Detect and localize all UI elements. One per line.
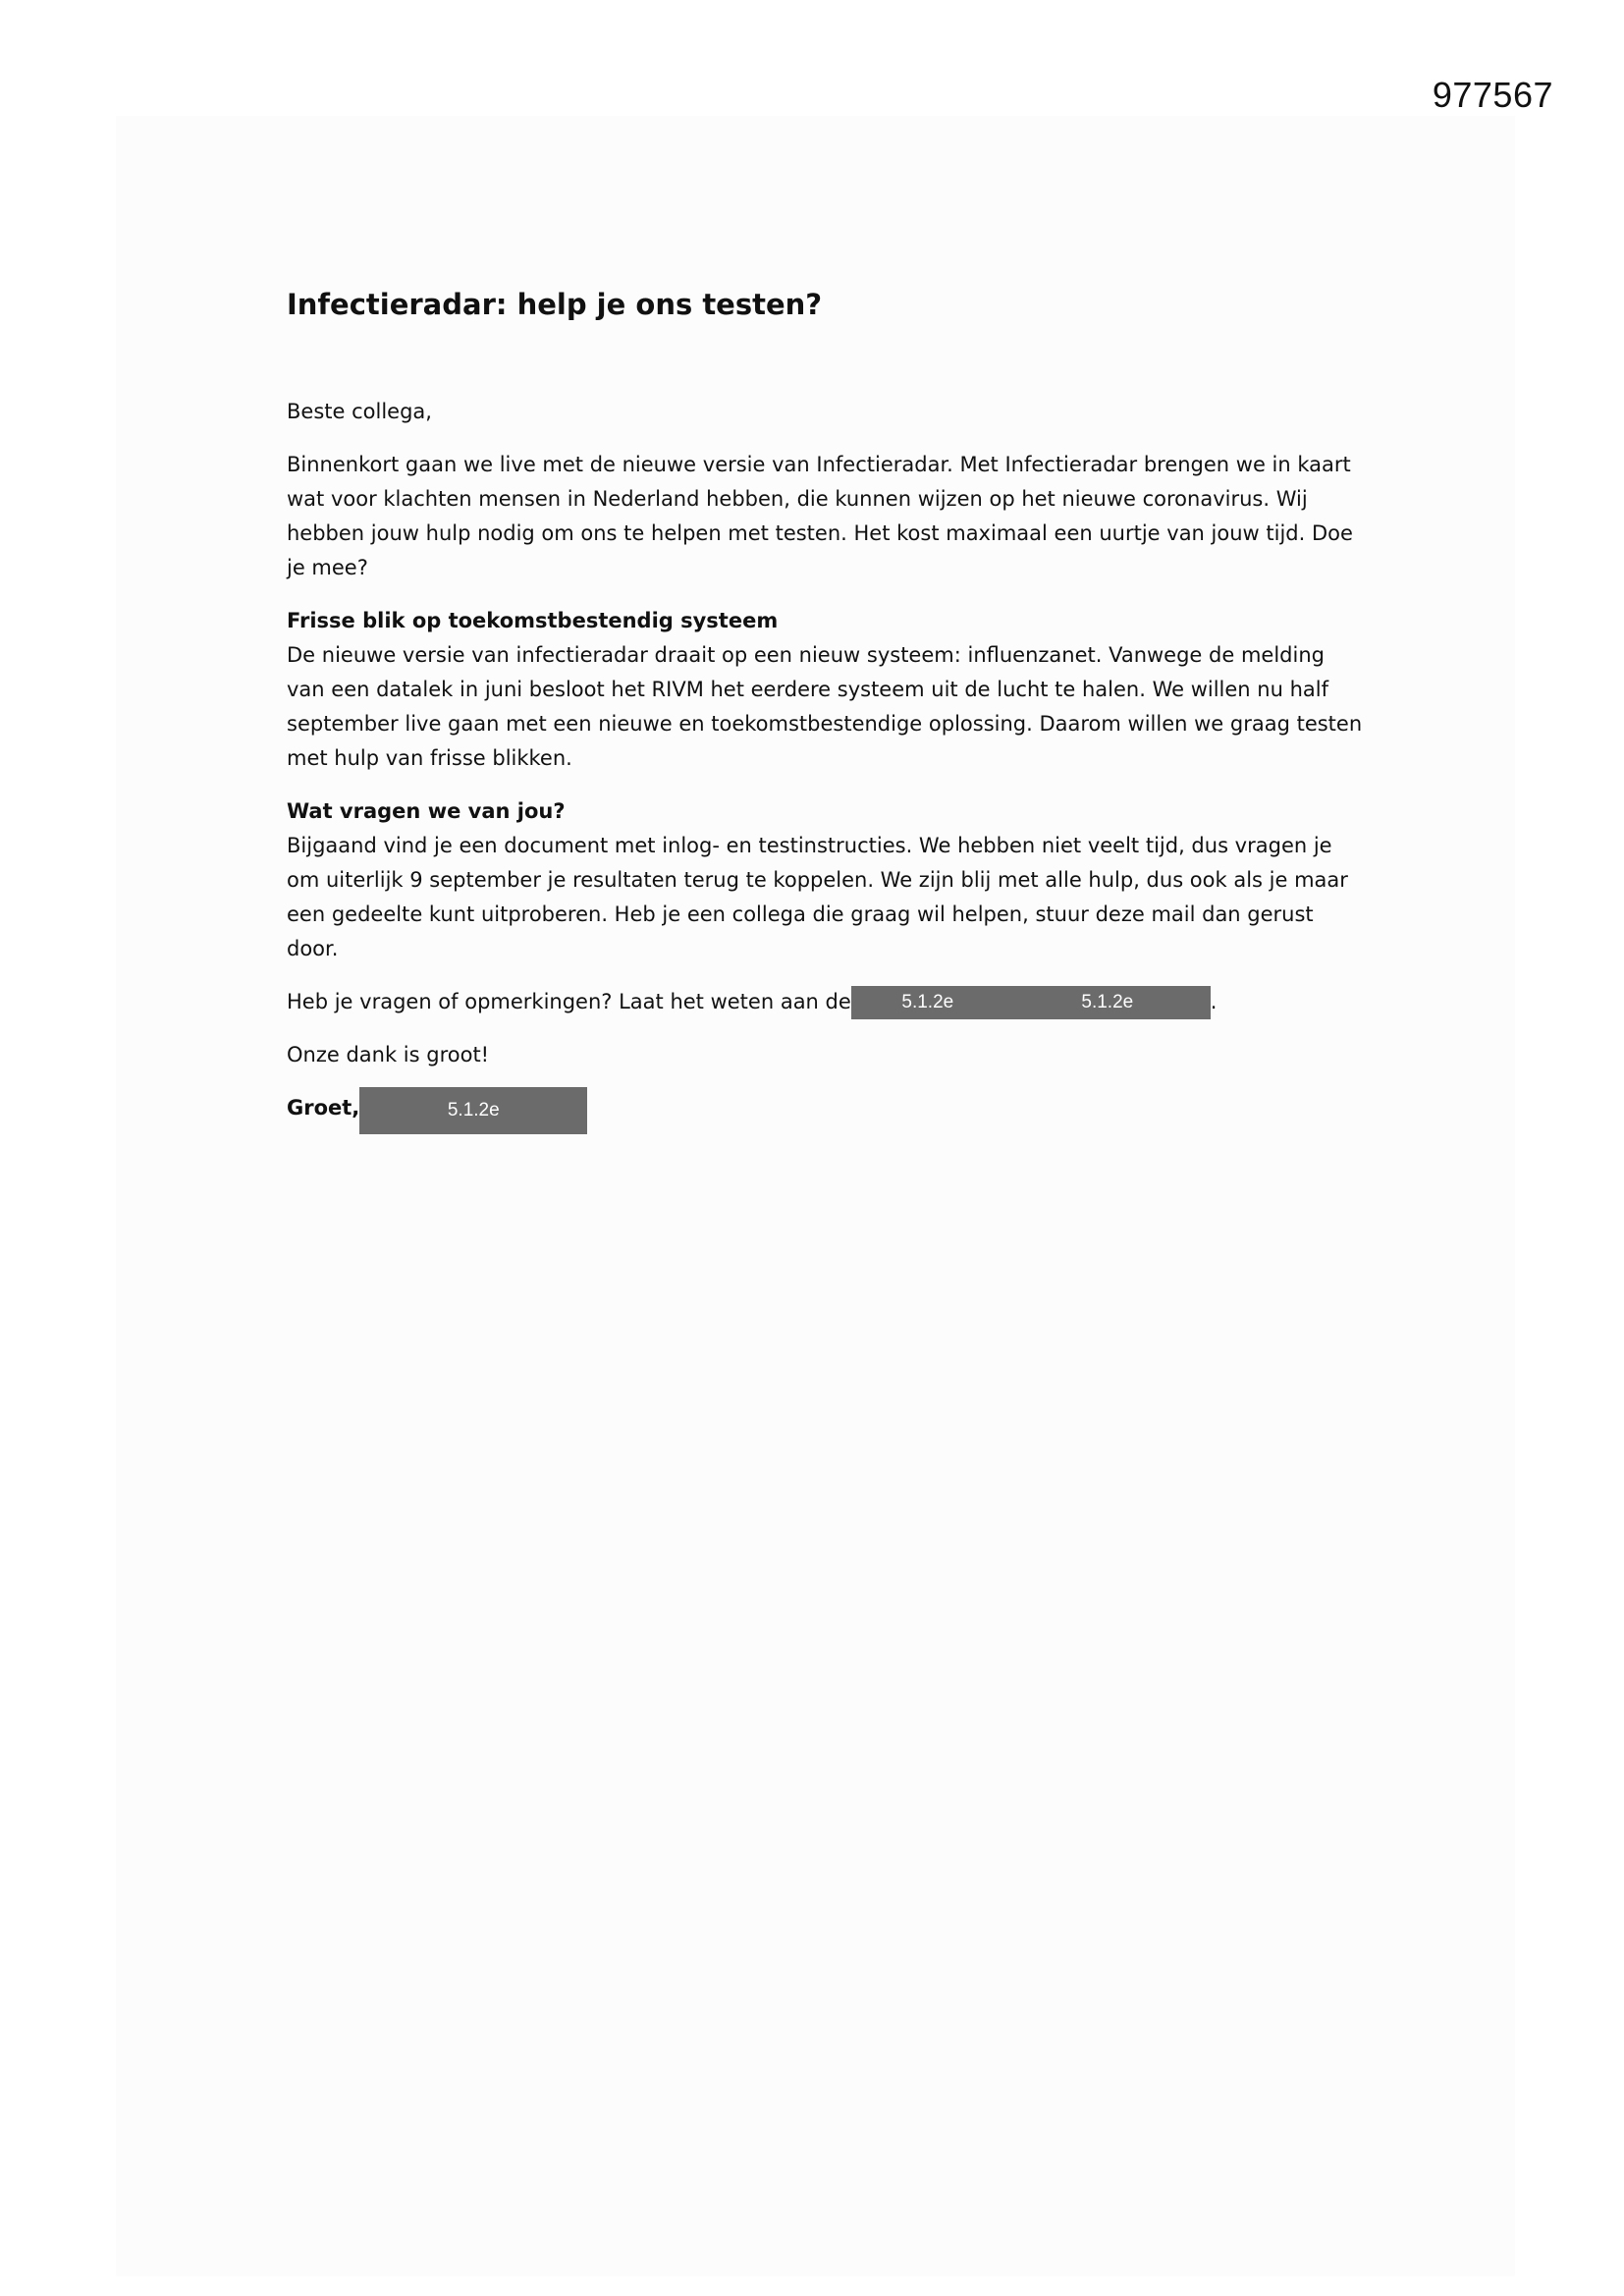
- section-frisse-blik: [287, 604, 1367, 776]
- redaction-box: 5.1.2e: [359, 1087, 587, 1134]
- questions-line: [287, 985, 1367, 1019]
- section-heading: Wat vragen we van jou?: [287, 799, 566, 823]
- section-wat-vragen: [287, 794, 1367, 966]
- document-title: Infectieradar: help je ons testen?: [287, 288, 823, 321]
- section-body: De nieuwe versie van infectieradar draait op een nieuw systeem: influenzanet. Vanwege de melding van een datalek in juni besloot het RIVM het eerdere systeem uit de lucht te halen. We willen nu half september live gaan met een nieuwe en toekomstbestendige oplossing. Daarom willen we graag testen met hulp van frisse blikken.: [287, 643, 1363, 770]
- redaction-box: 5.1.2e: [1004, 986, 1211, 1019]
- section-heading: Frisse blik op toekomstbestendig systeem: [287, 609, 779, 632]
- document-body: [287, 285, 1367, 1153]
- section-body: Bijgaand vind je een document met inlog- en testinstructies. We hebben niet veelt tijd, dus vragen je om uiterlijk 9 september je resultaten terug te koppelen. We zijn blij met alle hulp, dus ook als je maar een gedeelte kunt uitproberen. Heb je een collega die graag wil helpen, stuur deze mail dan gerust door.: [287, 834, 1348, 960]
- closing-line: [287, 1091, 1367, 1134]
- intro-paragraph: Binnenkort gaan we live met de nieuwe versie van Infectieradar. Met Infectieradar brengen we in kaart wat voor klachten mensen in Nederland hebben, die kunnen wijzen op het nieuwe coronavirus. Wij hebben jouw hulp nodig om ons te helpen met testen. Het kost maximaal een uurtje van jouw tijd. Doe je mee?: [287, 453, 1353, 579]
- thanks-line: Onze dank is groot!: [287, 1043, 490, 1066]
- document-id: 977567: [1432, 75, 1553, 115]
- questions-suffix: .: [1210, 990, 1218, 1013]
- questions-text: Heb je vragen of opmerkingen? Laat het weten aan de: [287, 990, 851, 1013]
- salutation: Beste collega,: [287, 400, 432, 423]
- redaction-box: 5.1.2e: [851, 986, 1004, 1019]
- closing-label: Groet,: [287, 1096, 360, 1120]
